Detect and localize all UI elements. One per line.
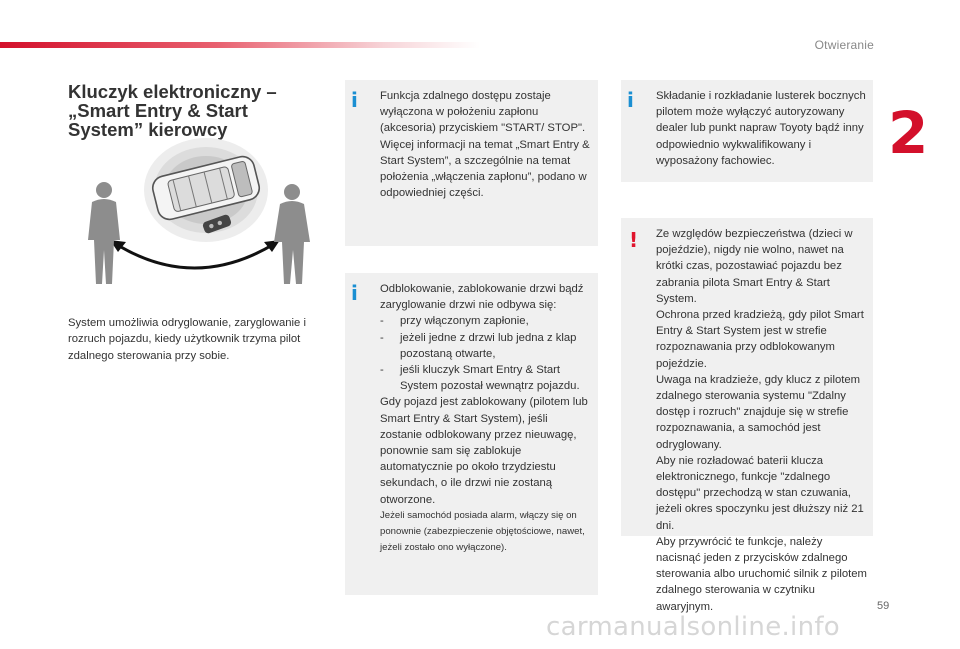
list-item: - przy włączonym zapłonie, bbox=[380, 315, 529, 328]
person-left-figure bbox=[88, 182, 120, 284]
page-number: 59 bbox=[877, 600, 890, 612]
info-paragraph: Składanie i rozkładanie lusterek bocznych pilotem może wyłączyć autoryzowany dealer lub punkt napraw Toyoty bądź inny odpowiednio wykwalifikowany i wyposażony fachowiec. bbox=[656, 90, 866, 167]
section-title: Otwieranie bbox=[814, 38, 874, 52]
watermark: carmanualsonline.info bbox=[546, 612, 841, 642]
info-box-mirrors bbox=[621, 80, 873, 182]
info-paragraph: Gdy pojazd jest zablokowany (pilotem lub Smart Entry & Start System), jeśli zostanie odblokowany przez nieuwagę, ponownie sam się zablokuje automatycznie po około trzydziestu sekundach, o ile drzwi nie zostaną otworzone. bbox=[380, 396, 588, 506]
chapter-number: 2 bbox=[888, 99, 929, 167]
info-icon: i bbox=[351, 281, 358, 305]
intro-text: System umożliwia odryglowanie, zaryglowanie i rozruch pojazdu, kiedy użytkownik trzyma pilot zdalnego sterowania przy sobie. bbox=[68, 317, 306, 362]
header-accent-bar bbox=[0, 42, 480, 48]
warning-paragraph: Ochrona przed kradzieżą, gdy pilot Smart Entry & Start System jest w strefie rozpoznawania przy odblokowanym pojeździe. bbox=[656, 309, 864, 370]
warning-paragraph: Uwaga na kradzieże, gdy klucz z pilotem zdalnego sterowania systemu "Zdalny dostęp i rozruch" znajduje się w strefie rozpoznawania, a samochód jest odryglowany. bbox=[656, 373, 861, 451]
list-item: - jeśli kluczyk Smart Entry & Start System pozostał wewnątrz pojazdu. bbox=[380, 364, 580, 393]
warning-paragraph: Aby przywrócić te funkcje, należy nacisnąć jeden z przycisków zdalnego sterowania albo uruchomić silnik z pilotem zdalnego sterowania w czytniku awaryjnym. bbox=[656, 535, 867, 613]
info-paragraph: Więcej informacji na temat „Smart Entry & Start System”, a szczególnie na temat położenia „włączenia zapłonu”, podano w odpowiedniej części. bbox=[380, 138, 590, 200]
smart-entry-illustration bbox=[74, 132, 324, 297]
warning-icon: ! bbox=[629, 228, 639, 252]
info-lead: Odblokowanie, zablokowanie drzwi bądź zaryglowanie drzwi nie odbywa się: bbox=[380, 283, 584, 312]
info-box-locking bbox=[345, 273, 598, 595]
page-title: Kluczyk elektroniczny – „Smart Entry & Start System” kierowcy bbox=[68, 81, 277, 140]
warning-box-safety bbox=[621, 218, 873, 613]
alarm-note: Jeżeli samochód posiada alarm, włączy się on ponownie (zabezpieczenie objętościowe, nawet, jeżeli zostało ono wyłączone). bbox=[380, 509, 585, 554]
info-icon: i bbox=[351, 88, 358, 112]
person-right-figure bbox=[274, 184, 310, 284]
warning-paragraph: Aby nie rozładować baterii klucza elektronicznego, funkcje "zdalnego dostępu" przechodzą w stan czuwania, jeżeli okres spoczynku jest dłuższy niż 21 dni. bbox=[656, 454, 864, 532]
info-paragraph: Funkcja zdalnego dostępu zostaje wyłączona w położeniu zapłonu (akcesoria) przyciskiem "START/ STOP". bbox=[380, 90, 586, 135]
list-item: - jeżeli jedne z drzwi lub jedna z klap pozostaną otwarte, bbox=[380, 331, 577, 360]
info-icon: i bbox=[627, 88, 634, 112]
info-box-remote-access bbox=[345, 80, 598, 246]
warning-paragraph: Ze względów bezpieczeństwa (dzieci w pojeździe), nigdy nie wolno, nawet na krótki czas, pozostawiać pojazdu bez zabrania pilota Smart Entry & Start System. bbox=[656, 228, 853, 305]
